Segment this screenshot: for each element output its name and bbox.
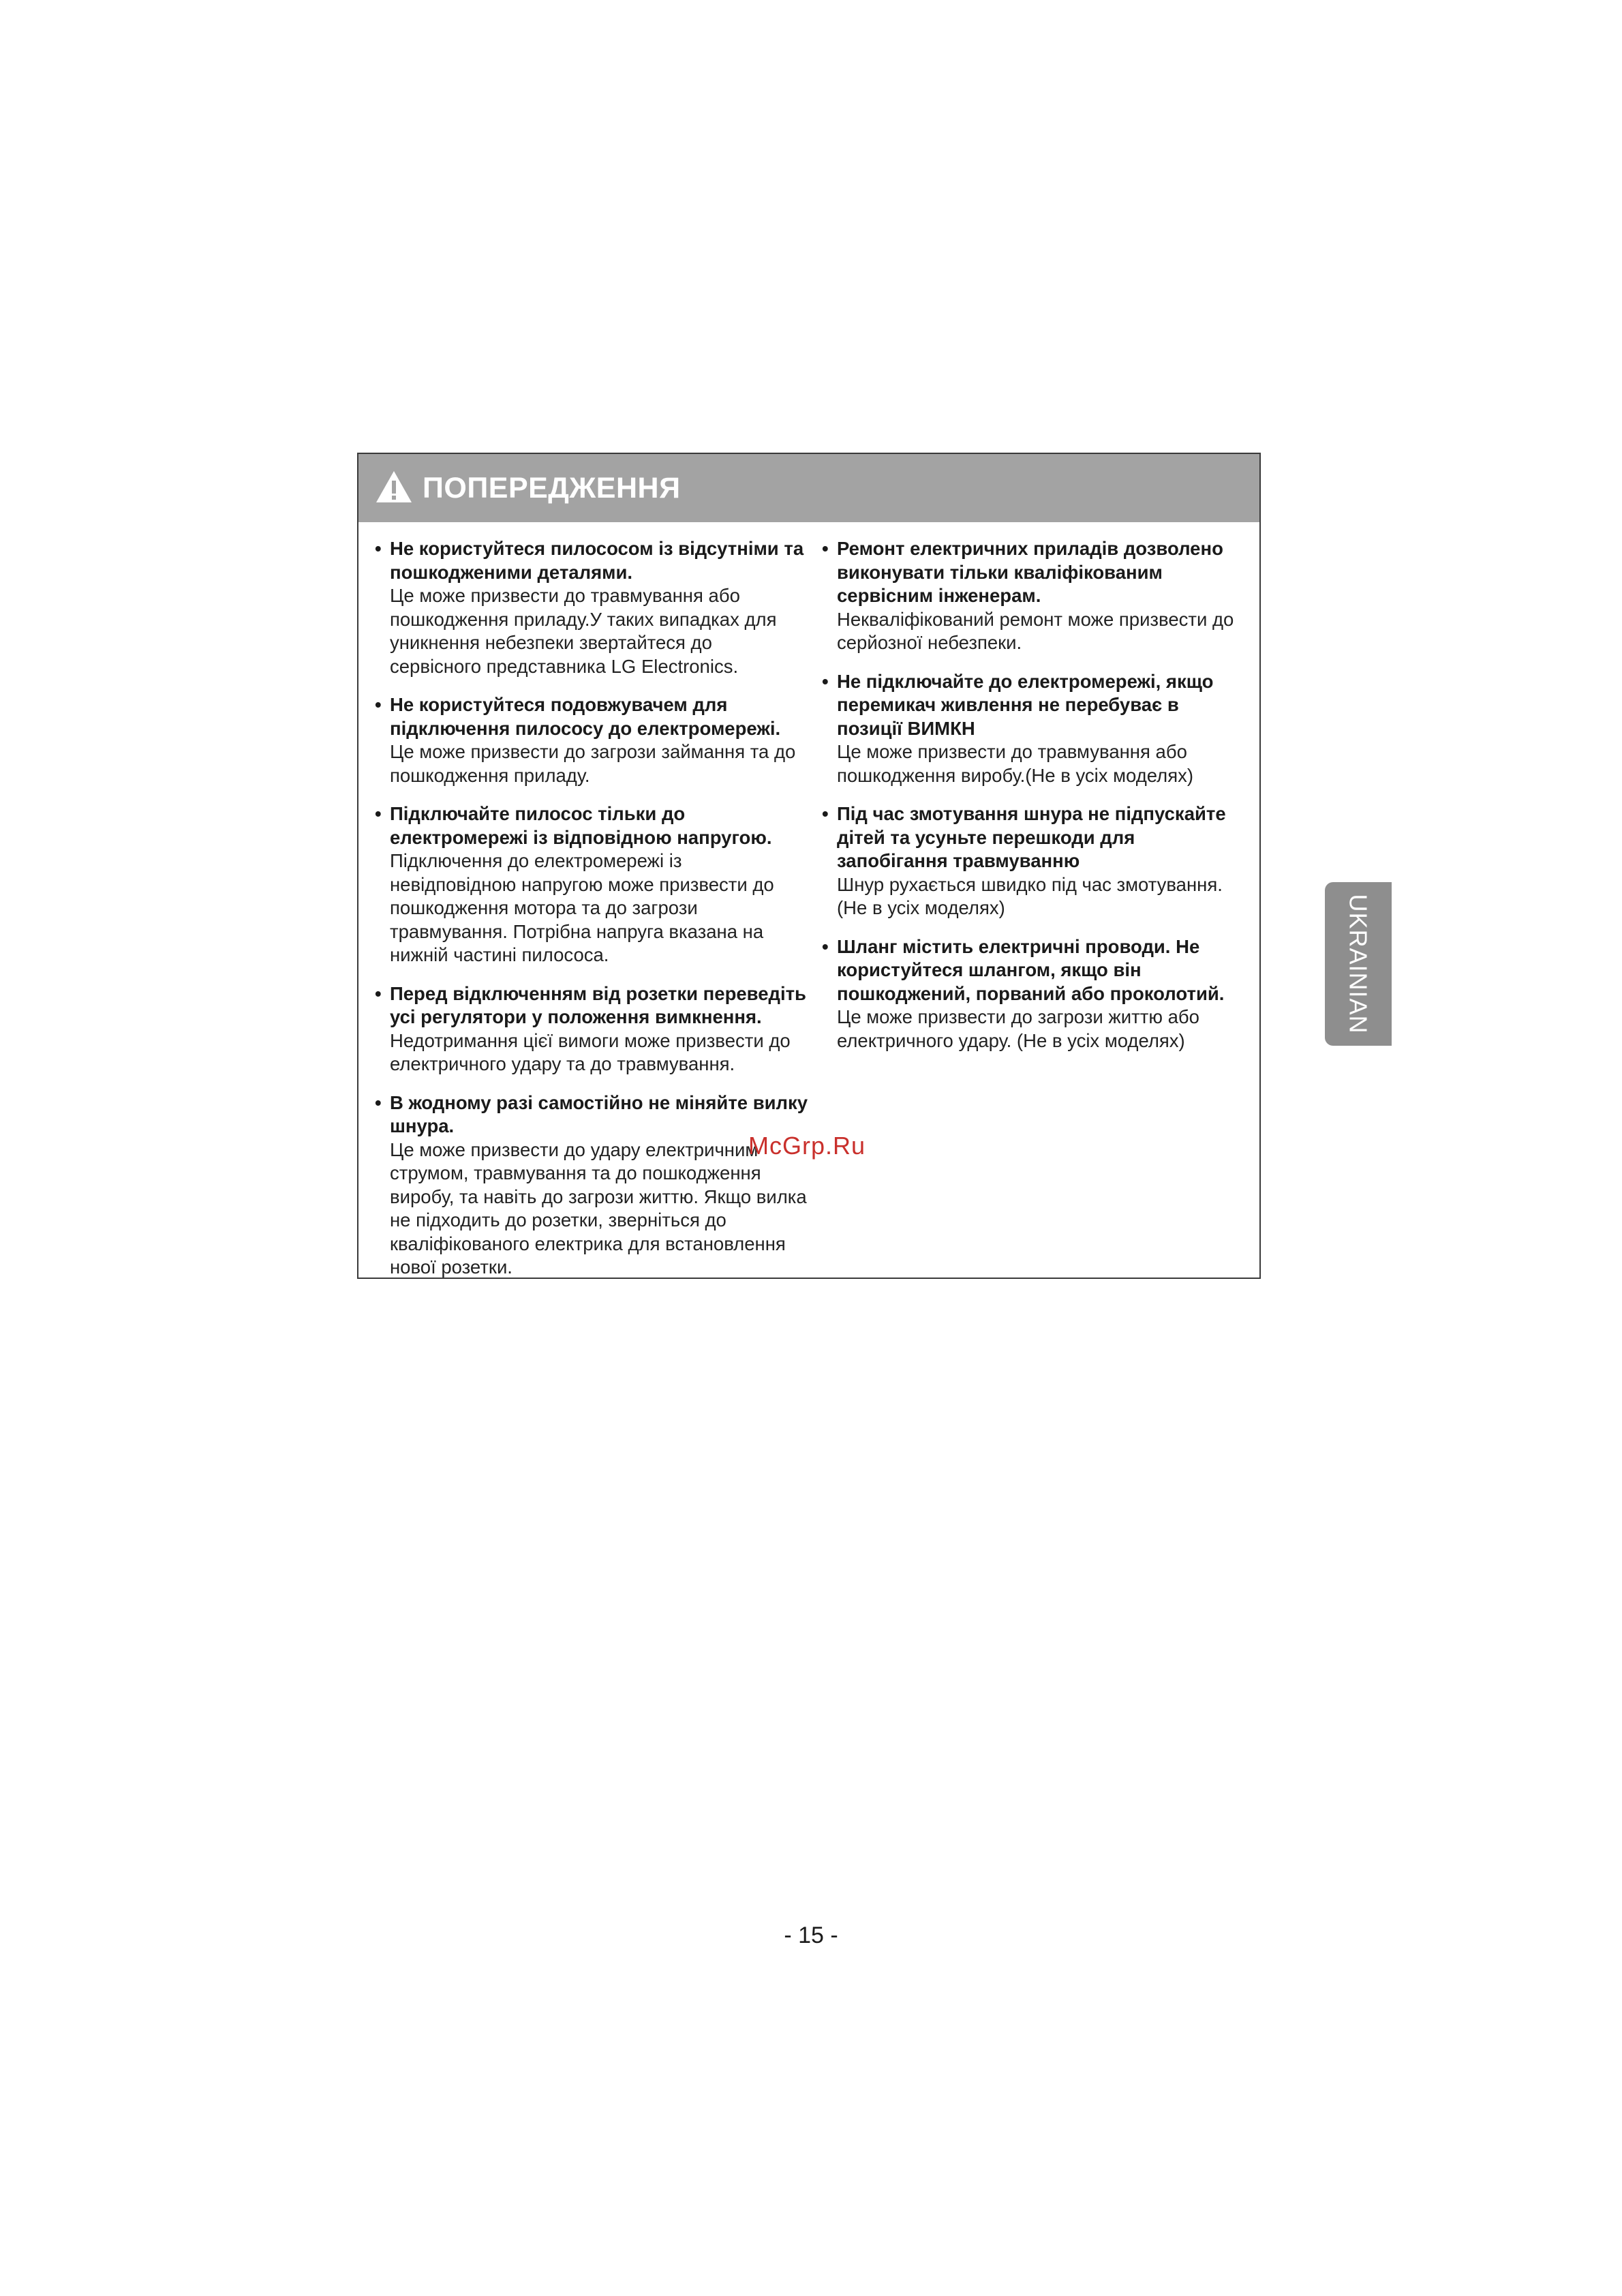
- item-title: Під час змотування шнура не підпускайте дітей та усуньте перешкоди для запобігання травмуванню: [837, 803, 1226, 871]
- bullet: •: [822, 935, 829, 957]
- item-text: Це може призвести до травмування або пошкодження виробу.(Не в усіх моделях): [837, 741, 1194, 786]
- item-text: Некваліфікований ремонт може призвести до серйозної небезпеки.: [837, 608, 1234, 653]
- bullet: •: [822, 803, 829, 824]
- list-item: [372, 982, 808, 1076]
- warning-triangle-icon: [375, 470, 413, 504]
- language-tab-label: UKRAINIAN: [1345, 894, 1373, 1034]
- language-tab: [1325, 882, 1392, 1046]
- bullet: •: [375, 538, 382, 559]
- item-text: Це може призвести до загрози життю або електричного удару. (Не в усіх моделях): [837, 1006, 1199, 1051]
- list-item: [819, 537, 1249, 655]
- item-text: Це може призвести до удару електричним струмом, травмування та до пошкодження виробу, та навіть до загрози життю. Якщо вилка не підходить до розетки, зверніться до кваліфікованого електрика для встановлення нової розетки.: [390, 1138, 807, 1278]
- item-text: Це може призвести до загрози займання та до пошкодження приладу.: [390, 741, 796, 786]
- watermark: McGrp.Ru: [748, 1132, 866, 1160]
- list-item: [372, 1091, 808, 1280]
- item-text: Це може призвести до травмування або пошкодження приладу.У таких випадках для уникнення небезпеки звертайтеся до сервісного представника LG Electronics.: [390, 585, 777, 677]
- page-number: - 15 -: [784, 1922, 838, 1948]
- bullet: •: [375, 694, 382, 715]
- warning-header: [358, 454, 1259, 522]
- item-title: В жодному разі самостійно не міняйте вилку шнура.: [390, 1091, 808, 1136]
- right-column: [819, 537, 1249, 1068]
- item-title: Не користуйтеся подовжувачем для підключення пилососу до електромережі.: [390, 694, 781, 739]
- item-text: Недотримання цієї вимоги може призвести до електричного удару та до травмування.: [390, 1029, 791, 1074]
- bullet: •: [375, 982, 382, 1004]
- warning-title: ПОПЕРЕДЖЕННЯ: [423, 471, 681, 504]
- list-item: [819, 802, 1249, 920]
- bullet: •: [375, 1091, 382, 1113]
- item-text: Шнур рухається швидко під час змотування.(Не в усіх моделях): [837, 873, 1223, 918]
- bullet: •: [375, 803, 382, 824]
- item-title: Не користуйтеся пилососом із відсутніми та пошкодженими деталями.: [390, 538, 804, 583]
- list-item: [372, 693, 808, 787]
- bullet: •: [822, 538, 829, 559]
- list-item: [819, 670, 1249, 788]
- list-item: [372, 537, 808, 678]
- item-title: Не підключайте до електромережі, якщо перемикач живлення не перебуває в позиції ВИМКН: [837, 670, 1214, 739]
- bullet: •: [822, 670, 829, 692]
- list-item: [819, 935, 1249, 1053]
- item-title: Підключайте пилосос тільки до електромережі із відповідною напругою.: [390, 803, 772, 848]
- item-text: Підключення до електромережі із невідповідною напругою може призвести до пошкодження мотора та до загрози травмування. Потрібна напруга вказана на нижній частині пилососа.: [390, 850, 774, 965]
- item-title: Перед відключенням від розетки переведіть усі регулятори у положення вимкнення.: [390, 982, 806, 1027]
- item-title: Шланг містить електричні проводи. Не користуйтеся шлангом, якщо він пошкоджений, порваний або проколотий.: [837, 935, 1225, 1004]
- left-column: [372, 537, 808, 1295]
- item-title: Ремонт електричних приладів дозволено виконувати тільки кваліфікованим сервісним інженерам.: [837, 538, 1223, 606]
- list-item: [372, 802, 808, 967]
